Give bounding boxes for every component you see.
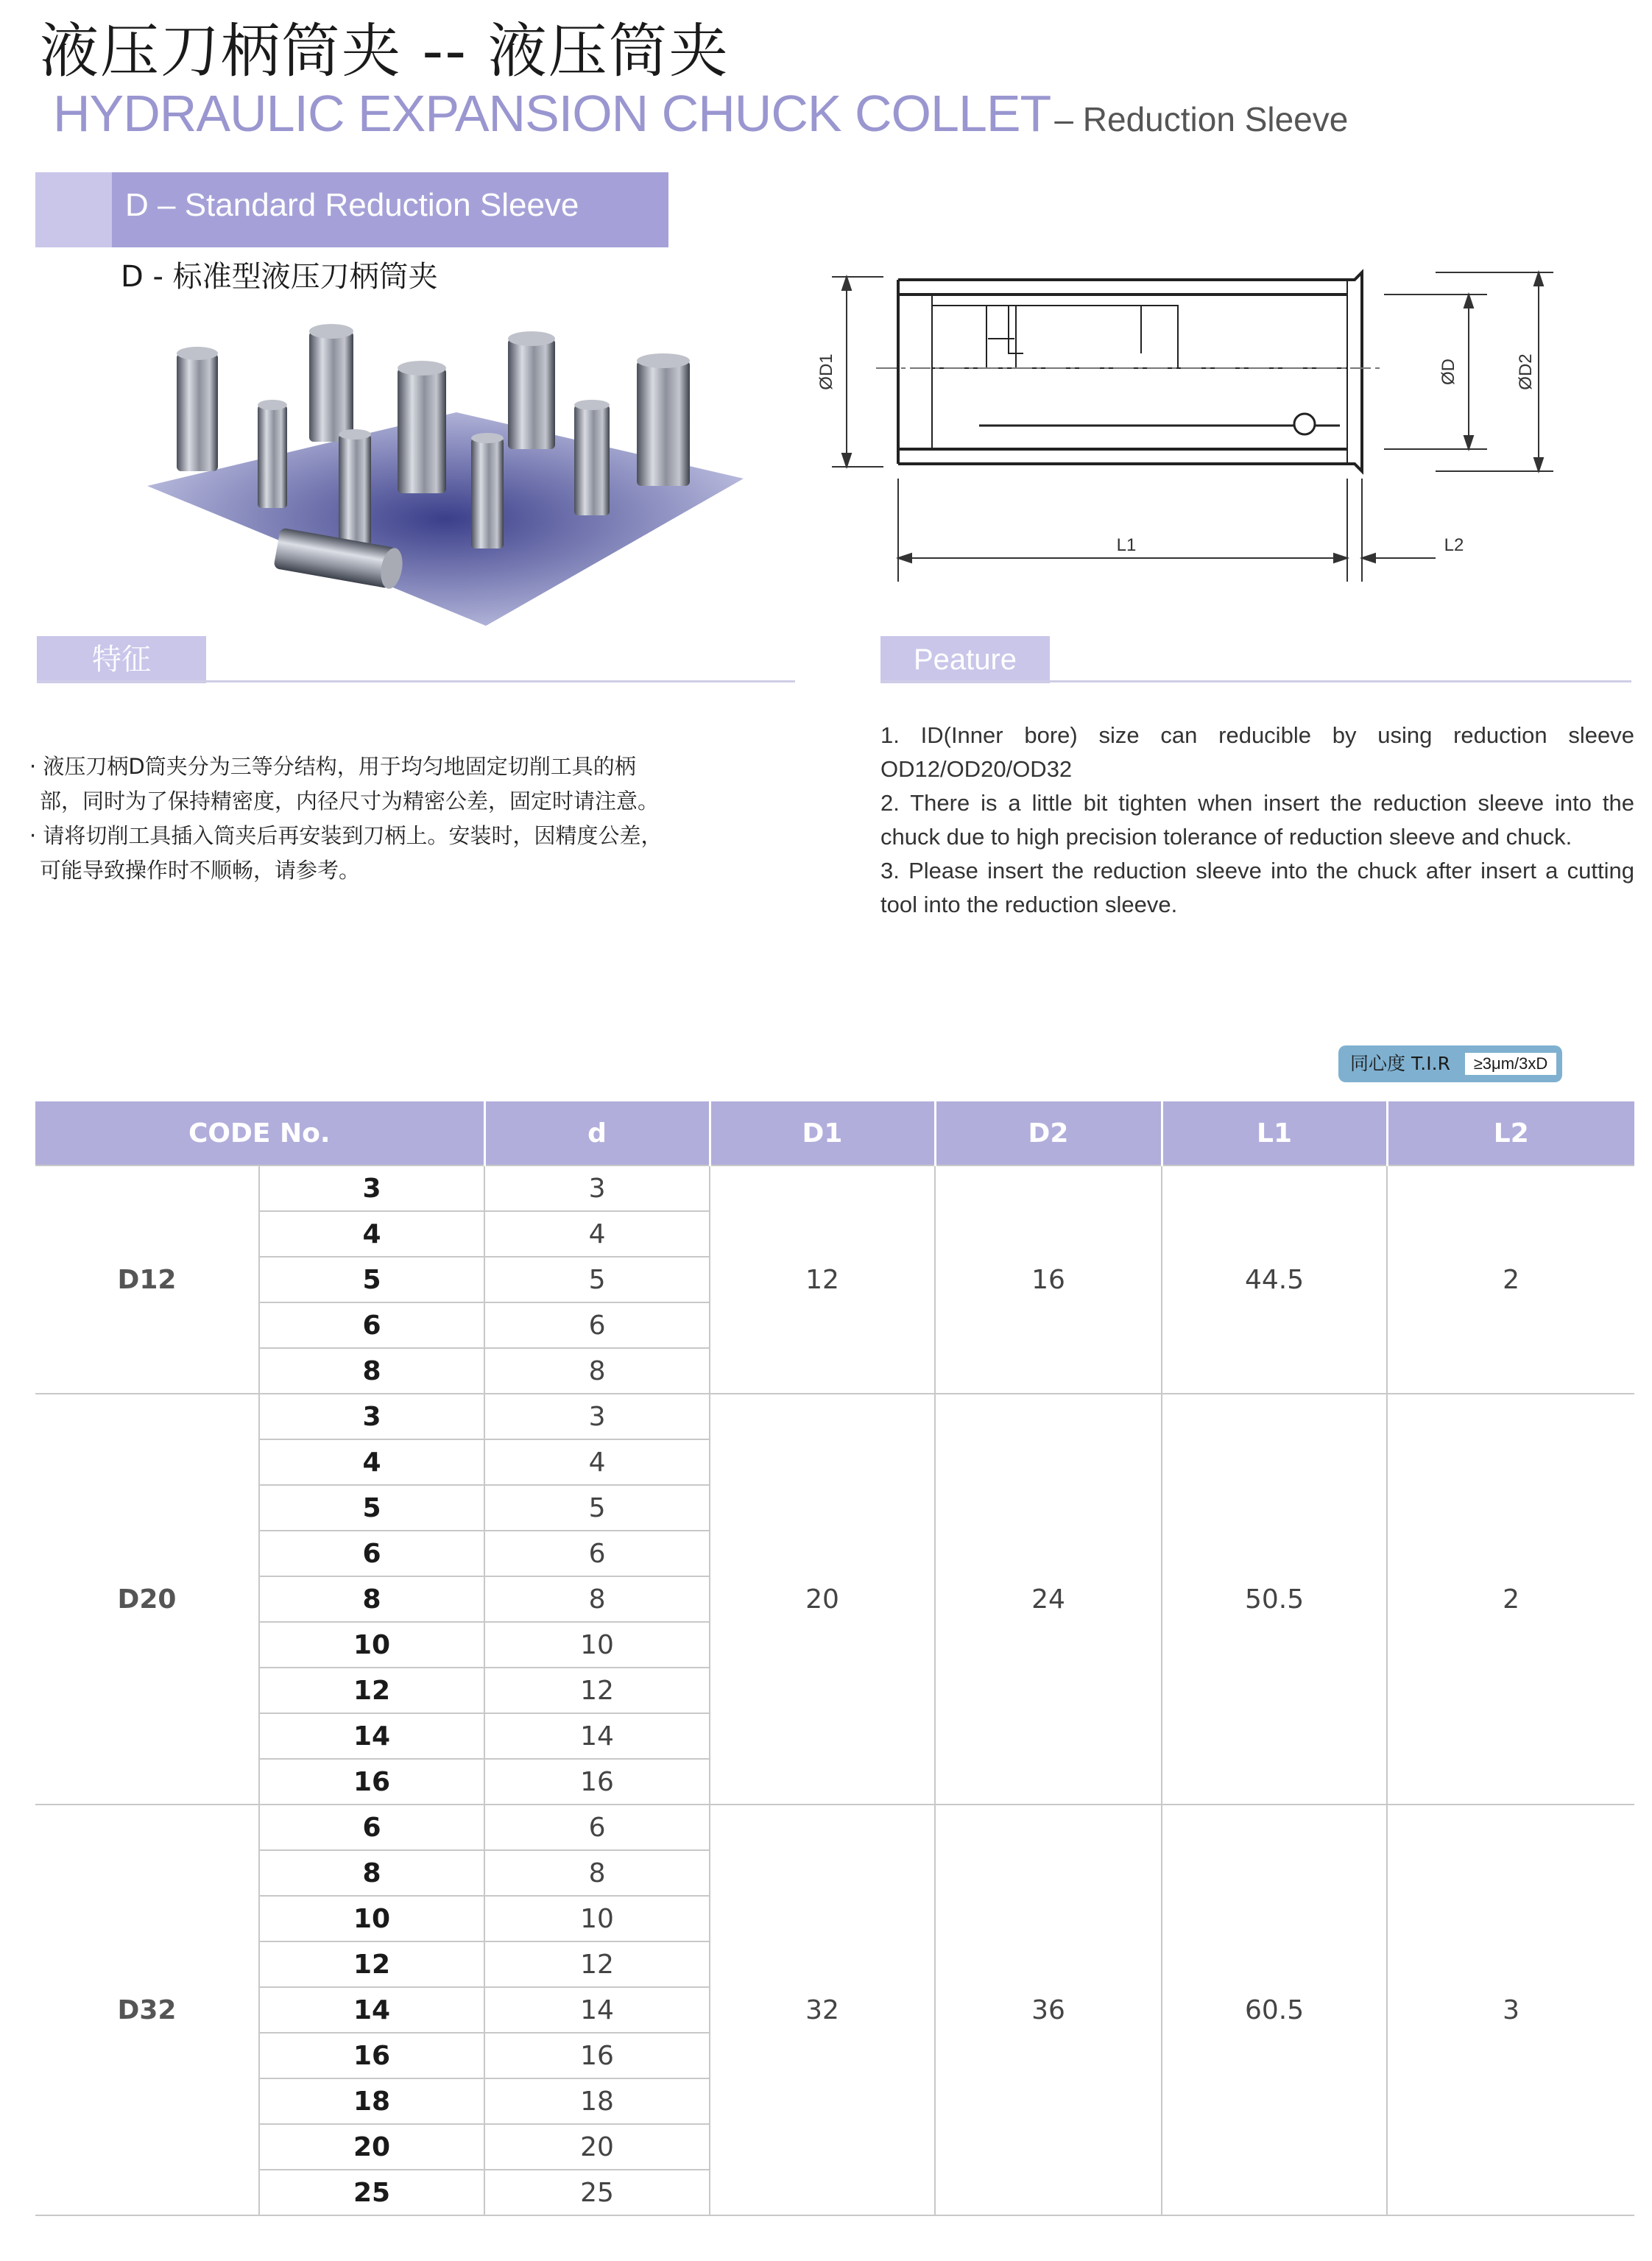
d-cell: 10 xyxy=(484,1896,710,1941)
feature-divider-cn xyxy=(37,680,795,682)
d1-cell: 20 xyxy=(710,1394,935,1805)
code-cell: 5 xyxy=(259,1257,484,1302)
code-cell: 6 xyxy=(259,1302,484,1348)
d-cell: 6 xyxy=(484,1302,710,1348)
header-l1: L1 xyxy=(1162,1101,1387,1165)
feature-item-en: 3. Please insert the reduction sleeve into the chuck after insert a cutting tool into the reduction sleeve. xyxy=(880,858,1634,917)
d1-cell: 12 xyxy=(710,1165,935,1394)
code-cell: 18 xyxy=(259,2078,484,2124)
d-cell: 8 xyxy=(484,1850,710,1896)
l2-cell: 2 xyxy=(1387,1165,1634,1394)
l2-cell: 2 xyxy=(1387,1394,1634,1805)
d-cell: 8 xyxy=(484,1576,710,1622)
title-en-main: HYDRAULIC EXPANSION CHUCK COLLET xyxy=(53,85,1051,142)
title-en-sub: – Reduction Sleeve xyxy=(1054,100,1349,138)
d-cell: 10 xyxy=(484,1622,710,1668)
table-row xyxy=(35,1165,1634,1211)
header-d: d xyxy=(484,1101,710,1165)
code-cell: 4 xyxy=(259,1439,484,1485)
d-cell: 6 xyxy=(484,1531,710,1576)
l1-cell: 44.5 xyxy=(1162,1165,1387,1394)
d-cell: 14 xyxy=(484,1713,710,1759)
banner-text: D – Standard Reduction Sleeve xyxy=(125,187,579,223)
group-name-cell: D12 xyxy=(35,1165,259,1394)
code-cell: 5 xyxy=(259,1485,484,1531)
product-photo xyxy=(118,309,751,633)
d-cell: 4 xyxy=(484,1439,710,1485)
code-cell: 8 xyxy=(259,1576,484,1622)
label-l1: L1 xyxy=(1116,535,1137,555)
section-banner xyxy=(35,172,668,247)
feature-item-en: 1. ID(Inner bore) size can reducible by using reduction sleeve OD12/OD20/OD32 xyxy=(880,722,1634,782)
d-cell: 14 xyxy=(484,1987,710,2033)
section-subtitle-cn: D - 标准型液压刀柄筒夹 xyxy=(121,260,438,294)
code-cell: 3 xyxy=(259,1165,484,1211)
tir-value: ≥3μm/3xD xyxy=(1465,1053,1556,1075)
code-cell: 10 xyxy=(259,1896,484,1941)
code-cell: 3 xyxy=(259,1394,484,1439)
table-row xyxy=(35,1805,1634,1850)
d2-cell: 16 xyxy=(935,1165,1162,1394)
code-cell: 4 xyxy=(259,1211,484,1257)
label-d1: ØD1 xyxy=(816,353,836,390)
d-cell: 18 xyxy=(484,2078,710,2124)
banner-tab xyxy=(35,172,112,247)
d-cell: 4 xyxy=(484,1211,710,1257)
label-d: ØD xyxy=(1439,359,1458,385)
code-cell: 20 xyxy=(259,2124,484,2170)
code-cell: 12 xyxy=(259,1941,484,1987)
code-cell: 16 xyxy=(259,1759,484,1805)
code-cell: 6 xyxy=(259,1531,484,1576)
l1-cell: 60.5 xyxy=(1162,1805,1387,2215)
l1-cell: 50.5 xyxy=(1162,1394,1387,1805)
l2-cell: 3 xyxy=(1387,1805,1634,2215)
d-cell: 16 xyxy=(484,1759,710,1805)
code-cell: 25 xyxy=(259,2170,484,2215)
tir-label: 同心度 T.I.R xyxy=(1350,1053,1450,1074)
feature-item-cn: · 请将切削工具插入筒夹后再安装到刀柄上。安装时，因精度公差，可能导致操作时不顺畅，请参考。 xyxy=(29,823,663,883)
d2-cell: 24 xyxy=(935,1394,1162,1805)
drawing-hatch xyxy=(986,306,1016,368)
code-cell: 12 xyxy=(259,1668,484,1713)
d-cell: 3 xyxy=(484,1165,710,1211)
d-cell: 25 xyxy=(484,2170,710,2215)
code-cell: 6 xyxy=(259,1805,484,1850)
header-code: CODE No. xyxy=(35,1101,484,1165)
d-cell: 5 xyxy=(484,1257,710,1302)
feature-item-en: 2. There is a little bit tighten when insert the reduction sleeve into the chuck due to high precision tolerance of reduction sleeve and chuck. xyxy=(880,790,1634,850)
code-cell: 8 xyxy=(259,1850,484,1896)
code-cell: 10 xyxy=(259,1622,484,1668)
header-d1: D1 xyxy=(710,1101,935,1165)
table-header-row xyxy=(35,1101,1634,1165)
spec-table xyxy=(35,1101,1634,2216)
d2-cell: 36 xyxy=(935,1805,1162,2215)
feature-divider-en xyxy=(880,680,1631,682)
table-body xyxy=(35,1165,1634,2215)
feature-heading-cn: 特征 xyxy=(37,636,206,683)
feature-list-en xyxy=(880,719,1634,922)
group-name-cell: D32 xyxy=(35,1805,259,2215)
sleeve-drawing xyxy=(802,250,1583,589)
d-cell: 16 xyxy=(484,2033,710,2078)
drawing-outline xyxy=(898,272,1362,471)
feature-list-cn xyxy=(29,749,663,888)
code-cell: 14 xyxy=(259,1987,484,2033)
d-cell: 3 xyxy=(484,1394,710,1439)
d1-cell: 32 xyxy=(710,1805,935,2215)
page-title-cn: 液压刀柄筒夹 -- 液压筒夹 xyxy=(40,17,730,85)
d-cell: 12 xyxy=(484,1941,710,1987)
page-title-en xyxy=(53,82,1348,158)
d-cell: 12 xyxy=(484,1668,710,1713)
header-l2: L2 xyxy=(1387,1101,1634,1165)
code-cell: 16 xyxy=(259,2033,484,2078)
table-row xyxy=(35,1394,1634,1439)
code-cell: 8 xyxy=(259,1348,484,1394)
label-l2: L2 xyxy=(1444,535,1464,555)
group-name-cell: D20 xyxy=(35,1394,259,1805)
slot-hole xyxy=(1294,414,1315,434)
feature-item-cn: · 液压刀柄D筒夹分为三等分结构，用于均匀地固定切削工具的柄部，同时为了保持精密度，内径尺寸为精密公差，固定时请注意。 xyxy=(29,754,660,814)
feature-heading-en: Peature xyxy=(880,636,1050,683)
d-cell: 8 xyxy=(484,1348,710,1394)
tir-badge xyxy=(1338,1045,1562,1082)
d-cell: 5 xyxy=(484,1485,710,1531)
d-cell: 20 xyxy=(484,2124,710,2170)
d-cell: 6 xyxy=(484,1805,710,1850)
header-d2: D2 xyxy=(935,1101,1162,1165)
code-cell: 14 xyxy=(259,1713,484,1759)
label-d2: ØD2 xyxy=(1516,353,1536,390)
